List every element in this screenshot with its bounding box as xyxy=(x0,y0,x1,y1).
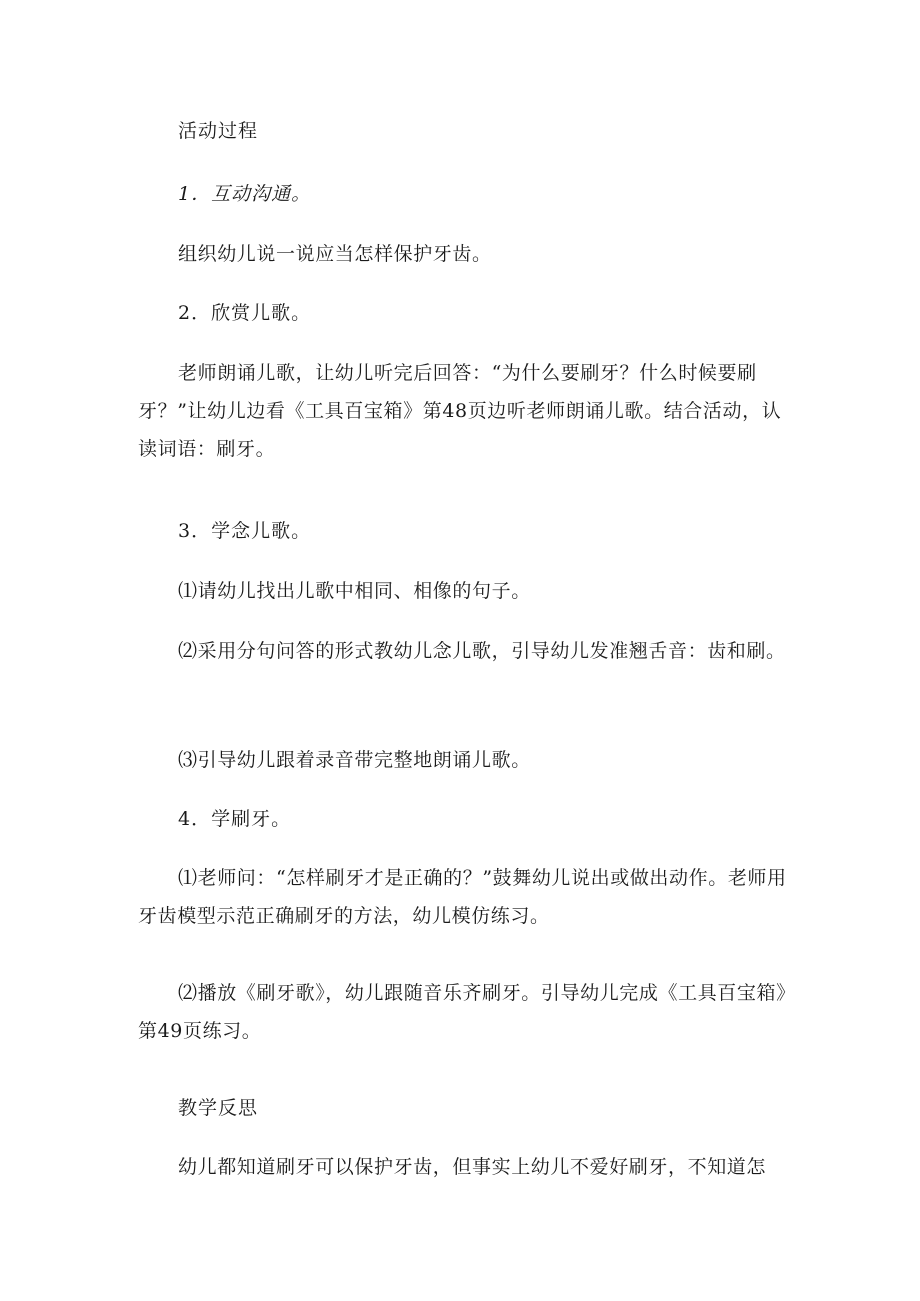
step1-title: 1．互动沟通。 xyxy=(178,183,312,205)
activity-heading: 活动过程 xyxy=(178,120,259,142)
step3-item2: ⑵采用分句问答的形式教幼儿念儿歌，引导幼儿发准翘舌音：齿和刷。 xyxy=(178,640,786,662)
step3-item3: ⑶引导幼儿跟着录音带完整地朗诵儿歌。 xyxy=(178,749,531,771)
step2-title: 2．欣赏儿歌。 xyxy=(178,302,312,324)
step4-item2: ⑵播放《刷牙歌》，幼儿跟随音乐齐刷牙。引导幼儿完成《工具百宝箱》第49页练习。 xyxy=(138,982,796,1042)
step3-item1: ⑴请幼儿找出儿歌中相同、相像的句子。 xyxy=(178,580,531,602)
step4-item1: ⑴老师问：“怎样刷牙才是正确的？”鼓舞幼儿说出或做出动作。老师用牙齿模型示范正确刷牙的方法，幼儿模仿练习。 xyxy=(138,867,787,927)
step2-text: 老师朗诵儿歌，让幼儿听完后回答：“为什么要刷牙？什么时候要刷牙？”让幼儿边看《工具百宝箱》第48页边听老师朗诵儿歌。结合活动，认读词语：刷牙。 xyxy=(138,362,782,460)
step4-title: 4．学刷牙。 xyxy=(178,808,292,830)
reflection-text: 幼儿都知道刷牙可以保护牙齿，但事实上幼儿不爱好刷牙，不知道怎 xyxy=(178,1156,767,1178)
reflection-heading: 教学反思 xyxy=(178,1097,259,1119)
step3-title: 3．学念儿歌。 xyxy=(178,520,312,542)
step1-text: 组织幼儿说一说应当怎样保护牙齿。 xyxy=(178,243,492,265)
